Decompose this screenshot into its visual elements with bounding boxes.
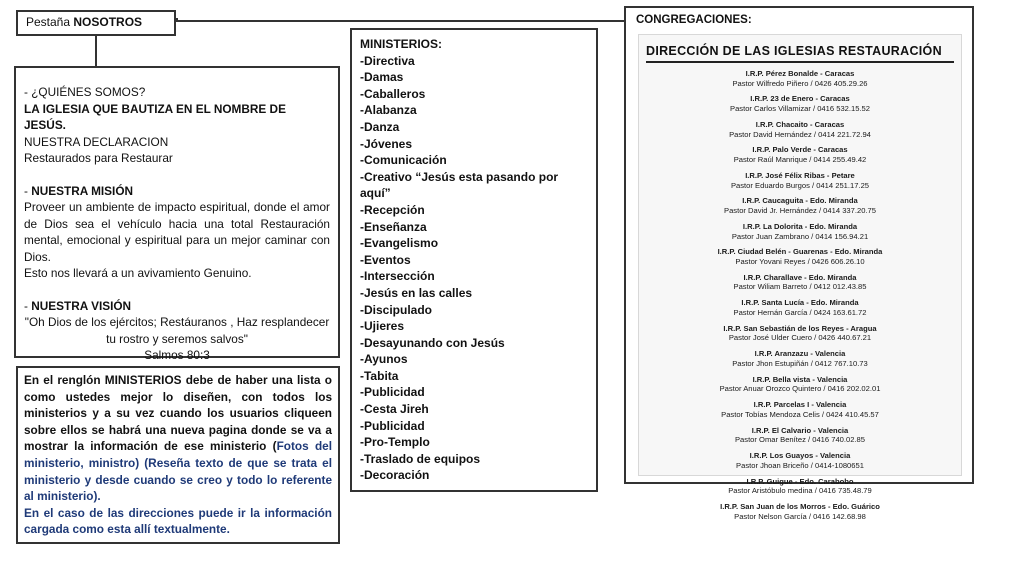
- ministry-item[interactable]: -Desayunando con Jesús: [360, 335, 505, 350]
- pastor-contact: Pastor David Jr. Hernández / 0414 337.20.75: [724, 206, 876, 216]
- ministry-item[interactable]: -Publicidad: [360, 385, 425, 400]
- directory-entry: [639, 145, 961, 164]
- who-line: LA IGLESIA QUE BAUTIZA EN EL NOMBRE DE JESÚS.: [24, 101, 286, 132]
- vision-prefix: -: [24, 298, 32, 313]
- ministries-list: [360, 53, 588, 484]
- directory-entry: [639, 451, 961, 470]
- mission-heading-line: [24, 183, 330, 200]
- mission-prefix: -: [24, 183, 32, 198]
- pastor-contact: Pastor David Hernández / 0414 221.72.94: [729, 129, 871, 139]
- pastor-contact: Pastor Tobías Mendoza Celis / 0424 410.45.57: [721, 409, 879, 419]
- pastor-contact: Pastor Yovani Reyes / 0426 606.26.10: [735, 256, 865, 266]
- ministry-item[interactable]: -Eventos: [360, 252, 411, 267]
- ministry-item[interactable]: -Recepción: [360, 202, 425, 217]
- pastor-contact: Pastor Anuar Orozco Quintero / 0416 202.02.01: [719, 384, 881, 394]
- congregations-label: CONGREGACIONES:: [636, 14, 752, 26]
- directory-entry: [639, 349, 961, 368]
- connector-line: [176, 18, 178, 22]
- ministry-item[interactable]: -Jóvenes: [360, 136, 413, 151]
- ministry-item[interactable]: -Danza: [360, 119, 400, 134]
- declaration-heading: NUESTRA DECLARACION: [24, 134, 169, 149]
- ministry-item[interactable]: -Directiva: [360, 53, 415, 68]
- directory-entries: [639, 69, 961, 521]
- church-name: I.R.P. La Dolorita - Edo. Miranda: [742, 221, 858, 231]
- ministry-item[interactable]: -Alabanza: [360, 103, 417, 118]
- directory-entry: [639, 196, 961, 215]
- vision-heading: NUESTRA VISIÓN: [31, 298, 132, 313]
- church-name: I.R.P. Pérez Bonalde - Caracas: [745, 69, 855, 78]
- ministry-item[interactable]: -Jesús en las calles: [360, 285, 473, 300]
- ministry-item[interactable]: -Decoración: [360, 468, 430, 483]
- ministry-item[interactable]: -Tabita: [360, 368, 399, 383]
- note-text: En el renglón MINISTERIOS debe de haber una lista o como ustedes mejor lo diseñen, con todos los ministerios y a su vez cuando los usuarios cliqueen sobre ellos se habrá una nueva pagina donde se va a mostrar la información de ese ministerio (: [24, 373, 332, 454]
- church-name: I.R.P. José Félix Ribas - Petare: [745, 170, 855, 180]
- mission-heading: NUESTRA MISIÓN: [31, 183, 134, 198]
- ministry-item[interactable]: -Evangelismo: [360, 236, 439, 251]
- church-name: I.R.P. Chacaito - Caracas: [755, 119, 845, 129]
- directory-entry: [639, 324, 961, 343]
- ministries-title: MINISTERIOS:: [360, 37, 443, 51]
- church-name: I.R.P. Los Guayos - Valencia: [749, 451, 851, 461]
- instructions-note: [16, 366, 340, 544]
- ministry-item[interactable]: -Ujieres: [360, 319, 405, 334]
- church-name: I.R.P. San Juan de los Morros - Edo. Guárico: [720, 502, 880, 512]
- pastor-contact: Pastor Eduardo Burgos / 0414 251.17.25: [730, 180, 870, 190]
- connector-line: [176, 20, 624, 22]
- declaration-text: Restaurados para Restaurar: [24, 151, 173, 165]
- directory-entry: [639, 171, 961, 190]
- church-name: I.R.P. Palo Verde - Caracas: [752, 145, 848, 155]
- church-name: I.R.P. Aranzazu - Valencia: [754, 349, 846, 359]
- directory-entry: [639, 502, 961, 521]
- pastor-contact: Pastor Jhoan Briceño / 0414-1080651: [736, 460, 864, 470]
- pastor-contact: Pastor Aristóbulo medina / 0416 735.48.79: [728, 486, 872, 496]
- who-heading: - ¿QUIÉNES SOMOS?: [24, 85, 146, 99]
- pastor-contact: Pastor Hernán García / 0424 163.61.72: [733, 307, 867, 317]
- church-name: I.R.P. Parcelas I - Valencia: [753, 400, 847, 410]
- directory-entry: [639, 273, 961, 292]
- directory-entry: [639, 120, 961, 139]
- heading-underline: [646, 61, 954, 63]
- church-name: I.R.P. Charallave - Edo. Miranda: [743, 272, 857, 282]
- pastor-contact: Pastor Raúl Manrique / 0414 255.49.42: [733, 155, 867, 165]
- about-panel: [14, 66, 340, 362]
- pastor-contact: Pastor Jhon Estupiñán / 0412 767.10.73: [732, 358, 868, 368]
- pastor-contact: Pastor José Ulder Cuero / 0426 440.67.21: [728, 333, 872, 343]
- directory-entry: [639, 298, 961, 317]
- church-name: I.R.P. Bella vista - Valencia: [752, 374, 848, 384]
- note-text-blue: Fotos del ministerio, ministro) (Reseña texto de que se trata el ministerio y desde cuando se creo y todo lo referente al ministerio).: [24, 439, 332, 504]
- ministry-item[interactable]: -Caballeros: [360, 86, 426, 101]
- directory-entry: [639, 94, 961, 113]
- congregations-directory-image: [638, 34, 962, 521]
- church-name: I.R.P. El Calvario - Valencia: [751, 425, 849, 435]
- church-name: I.R.P. Ciudad Belén - Guarenas - Edo. Miranda: [717, 247, 883, 257]
- directory-entry: [639, 69, 961, 88]
- tab-prefix: Pestaña: [26, 15, 74, 29]
- ministry-item[interactable]: -Comunicación: [360, 153, 447, 168]
- directory-entry: [639, 477, 961, 496]
- church-name: I.R.P. Santa Lucía - Edo. Miranda: [741, 298, 859, 308]
- pastor-contact: Pastor Nelson García / 0416 142.68.98: [734, 511, 866, 521]
- congregations-panel: [624, 6, 974, 521]
- tab-name: NOSOTROS: [73, 15, 143, 29]
- pastor-contact: Pastor Carlos Villamizar / 0416 532.15.52: [730, 104, 870, 114]
- pastor-contact: Pastor Wilfredo Piñero / 0426 405.29.26: [732, 78, 868, 88]
- church-name: I.R.P. Caucaguita - Edo. Miranda: [742, 196, 858, 206]
- ministry-item[interactable]: -Cesta Jireh: [360, 402, 429, 417]
- ministries-panel: [350, 28, 598, 492]
- ministry-item[interactable]: -Publicidad: [360, 418, 425, 433]
- church-name: I.R.P. Guigue - Edo. Carabobo: [746, 476, 854, 486]
- ministry-item[interactable]: -Intersección: [360, 269, 435, 284]
- directory-entry: [639, 375, 961, 394]
- church-name: I.R.P. 23 de Enero - Caracas: [750, 94, 850, 104]
- church-name: I.R.P. San Sebastián de los Reyes - Aragua: [723, 323, 877, 333]
- tab-nosotros[interactable]: [16, 10, 176, 36]
- directory-heading: DIRECCIÓN DE LAS IGLESIAS RESTAURACIÓN: [646, 44, 942, 58]
- ministry-item[interactable]: -Traslado de equipos: [360, 451, 481, 466]
- ministry-item[interactable]: -Pro-Templo: [360, 435, 430, 450]
- ministry-item[interactable]: -Discipulado: [360, 302, 433, 317]
- directory-entry: [639, 222, 961, 241]
- ministry-item[interactable]: -Enseñanza: [360, 219, 427, 234]
- mission-text-2: Esto nos llevará a un avivamiento Genuino.: [24, 266, 252, 280]
- pastor-contact: Pastor Juan Zambrano / 0414 156.94.21: [731, 231, 869, 241]
- vision-heading-line: [24, 298, 330, 315]
- pastor-contact: Pastor Wiliam Barreto / 0412 012.43.85: [733, 282, 867, 292]
- pastor-contact: Pastor Omar Benítez / 0416 740.02.85: [734, 435, 866, 445]
- vision-reference: Salmos 80:3: [144, 348, 210, 362]
- vision-quote: "Oh Dios de los ejércitos; Restáuranos , Haz resplandecer tu rostro y seremos salvos": [24, 315, 330, 346]
- connector-line: [95, 36, 97, 66]
- ministry-item[interactable]: -Ayunos: [360, 352, 408, 367]
- directory-entry: [639, 247, 961, 266]
- ministry-item[interactable]: -Damas: [360, 70, 404, 85]
- mission-text: Proveer un ambiente de impacto espiritual, donde el amor de Dios sea el vehículo hacia una total Restauración mental, emocional y espiritual para un mejor caminar con Dios.: [24, 200, 330, 264]
- directory-entry: [639, 426, 961, 445]
- ministry-item[interactable]: -Creativo “Jesús esta pasando por aquí”: [360, 169, 559, 201]
- note-text-blue-2: En el caso de las direcciones puede ir la información cargada como esta allí textualmente.: [24, 505, 332, 537]
- directory-entry: [639, 400, 961, 419]
